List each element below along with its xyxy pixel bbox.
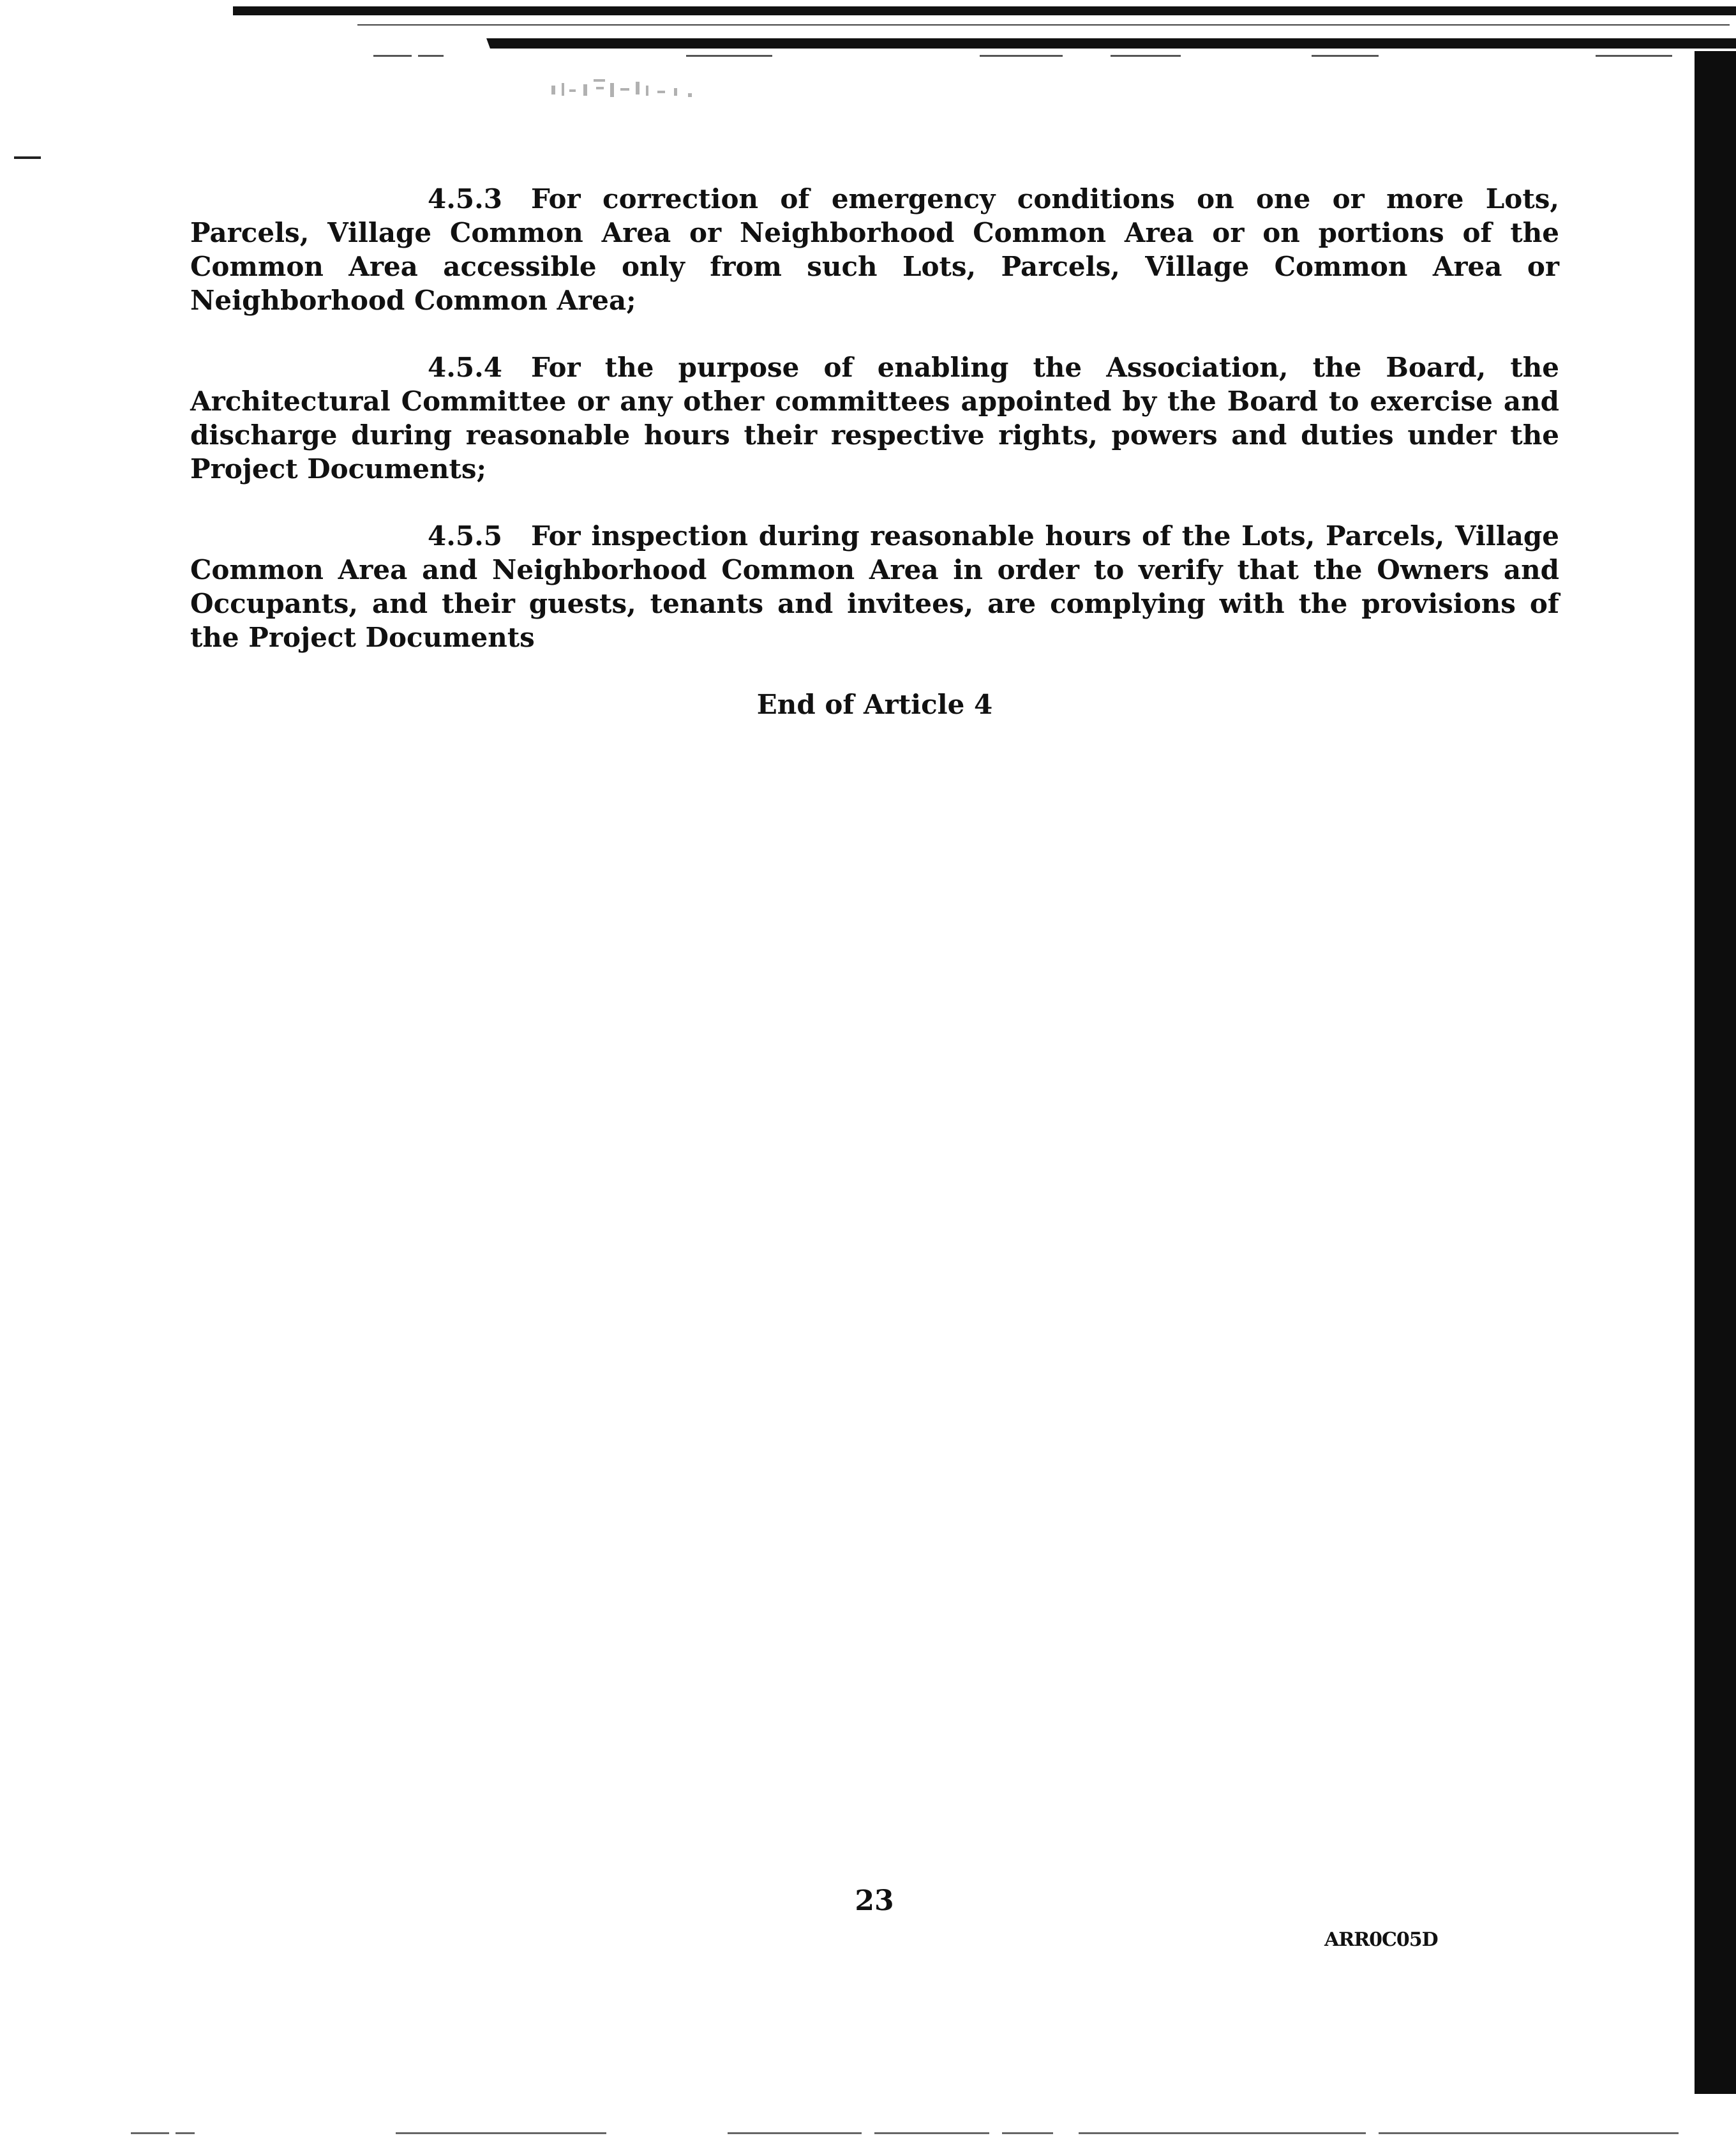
document-code: ARR0C05D (1324, 1929, 1438, 1951)
scan-border-top-lead (234, 9, 352, 14)
section-number: 4.5.4 (428, 352, 502, 383)
end-of-article: End of Article 4 (756, 689, 993, 720)
scan-border-top (233, 6, 1736, 15)
scan-left-mark (14, 156, 41, 159)
scan-dash (418, 55, 444, 57)
scan-bottom-dashes (0, 2132, 1691, 2135)
scan-dash (686, 55, 772, 57)
scan-dash (1111, 55, 1181, 57)
scan-dash (373, 55, 412, 57)
page-number: 23 (855, 1885, 894, 1917)
section-4-5-5 (190, 519, 1559, 654)
section-number: 4.5.5 (428, 520, 502, 552)
scan-dash (980, 55, 1063, 57)
section-text: For correction of emergency conditions on one or more Lots, Parcels, Village Common Area or Neighborhood Common Area or on portions of the Common Area accessible only from such Lots, Parcels, Village Common Area or Neighborhood Common Area; (190, 183, 1559, 316)
section-4-5-4 (190, 350, 1559, 486)
scan-border-right (1695, 51, 1736, 2094)
document-body (190, 182, 1559, 721)
scan-dash (1312, 55, 1379, 57)
section-4-5-3 (190, 182, 1559, 317)
section-text: For inspection during reasonable hours of the Lots, Parcels, Village Common Area and Neighborhood Common Area in order to verify that the Owners and Occupants, and their guests, tenants and invitees, are complying with the provisions of the Project Documents (190, 520, 1559, 653)
scan-dash (1596, 55, 1672, 57)
section-text: For the purpose of enabling the Association, the Board, the Architectural Committee or any other committees appointed by the Board to exercise and discharge during reasonable hours their respective rights, powers and duties under the Project Documents; (190, 352, 1559, 485)
scan-border-second (498, 38, 1736, 49)
scan-smudge (549, 72, 728, 110)
scan-line-thin (357, 24, 1730, 26)
section-number: 4.5.3 (428, 183, 502, 214)
